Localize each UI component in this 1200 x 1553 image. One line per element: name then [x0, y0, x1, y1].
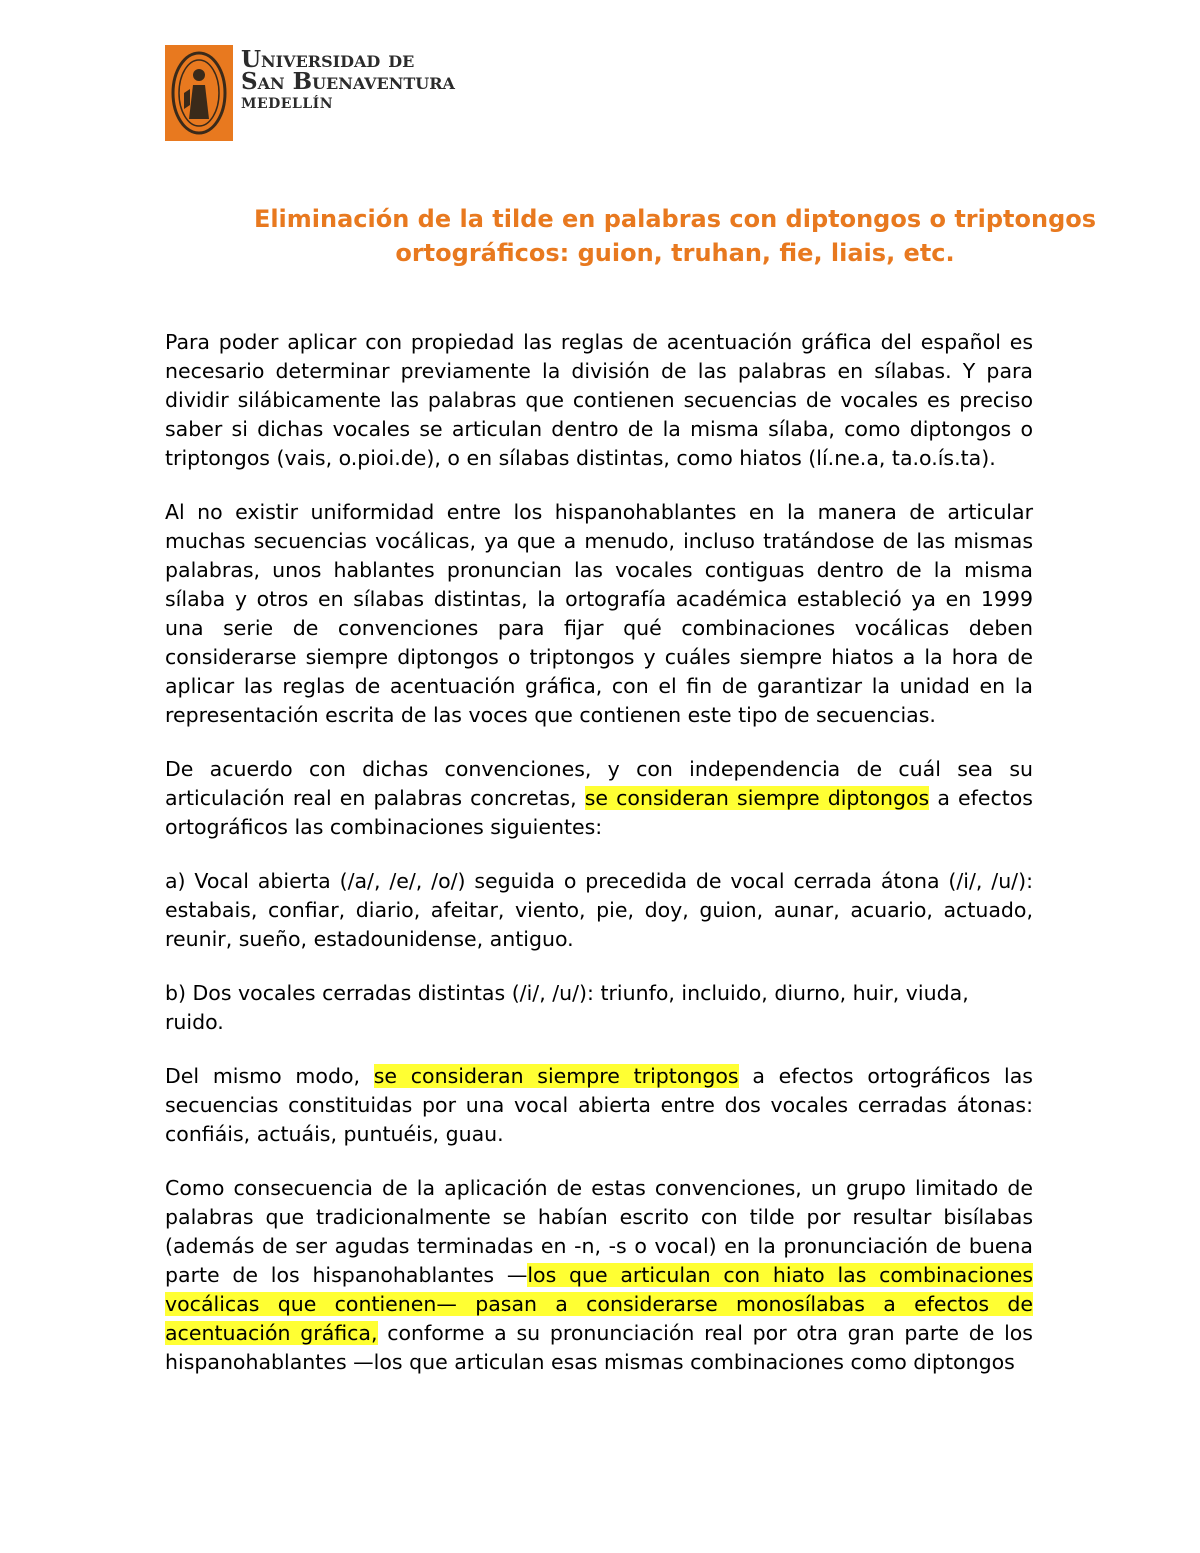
paragraph-3	[165, 755, 1033, 842]
list-item-a: a) Vocal abierta (/a/, /e/, /o/) seguida o precedida de vocal cerrada átona (/i/, /u/): estabais, confiar, diario, afeitar, viento, pie, doy, guion, aunar, acuario, actuado, reunir, sueño, estadounidense, antiguo.	[165, 869, 1033, 951]
title-line-2: ortográficos: guion, truhan, fie, liais, etc.	[395, 239, 955, 267]
university-city: MEDELLÍN	[241, 96, 334, 112]
highlight-diptongos: se consideran siempre diptongos	[584, 786, 930, 810]
highlight-triptongos: se consideran siempre triptongos	[373, 1064, 739, 1088]
university-line2: San Buenaventura	[241, 68, 455, 95]
paragraph-4	[165, 1062, 1033, 1149]
paragraph-2: Al no existir uniformidad entre los hispanohablantes en la manera de articular muchas secuencias vocálicas, ya que a menudo, incluso tratándose de las mismas palabras, unos hablantes pronuncian las vocales contiguas dentro de la misma sílaba y otros en sílabas distintas, la ortografía académica estableció ya en 1999 una serie de convenciones para fijar qué combinaciones vocálicas deben considerarse siempre diptongos o triptongos y cuáles siempre hiatos a la hora de aplicar las reglas de acentuación gráfica, con el fin de garantizar la unidad en la representación escrita de las voces que contienen este tipo de secuencias.	[165, 500, 1033, 727]
document-body	[165, 328, 1033, 1402]
title-line-1: Eliminación de la tilde en palabras con diptongos o triptongos	[253, 205, 1097, 233]
page-title	[165, 202, 1185, 270]
paragraph-4-text-b: a efectos ortográficos las secuencias constituidas por una vocal abierta entre dos vocales cerradas átonas: confiáis, actuáis, puntuéis, guau.	[165, 1064, 1033, 1146]
paragraph-5-text-b: conforme a su pronunciación real por otra gran parte de los hispanohablantes —los que articulan esas mismas combinaciones como diptongos	[165, 1321, 1033, 1374]
paragraph-1: Para poder aplicar con propiedad las reglas de acentuación gráfica del español es necesario determinar previamente la división de las palabras en sílabas. Y para dividir silábicamente las palabras que contienen secuencias de vocales es preciso saber si dichas vocales se articulan dentro de la misma sílaba, como diptongos o triptongos (vais, o.pioi.de), o en sílabas distintas, como hiatos (lí.ne.a, ta.o.ís.ta).	[165, 330, 1033, 470]
header	[165, 45, 455, 141]
paragraph-5	[165, 1174, 1033, 1377]
paragraph-3-text-b: a efectos ortográficos las combinaciones siguientes:	[165, 786, 1033, 839]
highlight-monosilabas: los que articulan con hiato las combinaciones vocálicas que contienen— pasan a considerarse monosílabas a efectos de acentuación gráfica,	[165, 1263, 1034, 1345]
university-line1: Universidad de	[241, 46, 415, 73]
paragraph-4-text-a: Del mismo modo,	[165, 1064, 374, 1088]
paragraph-3-text-a: De acuerdo con dichas convenciones, y con independencia de cuál sea su articulación real en palabras concretas,	[165, 757, 1033, 810]
list-item-b: b) Dos vocales cerradas distintas (/i/, /u/): triunfo, incluido, diurno, huir, viuda, ruido.	[165, 981, 969, 1034]
paragraph-5-text-a: Como consecuencia de la aplicación de estas convenciones, un grupo limitado de palabras que tradicionalmente se habían escrito con tilde por resultar bisílabas (además de ser agudas terminadas en -n, -s o vocal) en la pronunciación de buena parte de los hispanohablantes —	[165, 1176, 1033, 1287]
university-seal-icon	[165, 45, 233, 141]
university-name	[241, 46, 455, 115]
